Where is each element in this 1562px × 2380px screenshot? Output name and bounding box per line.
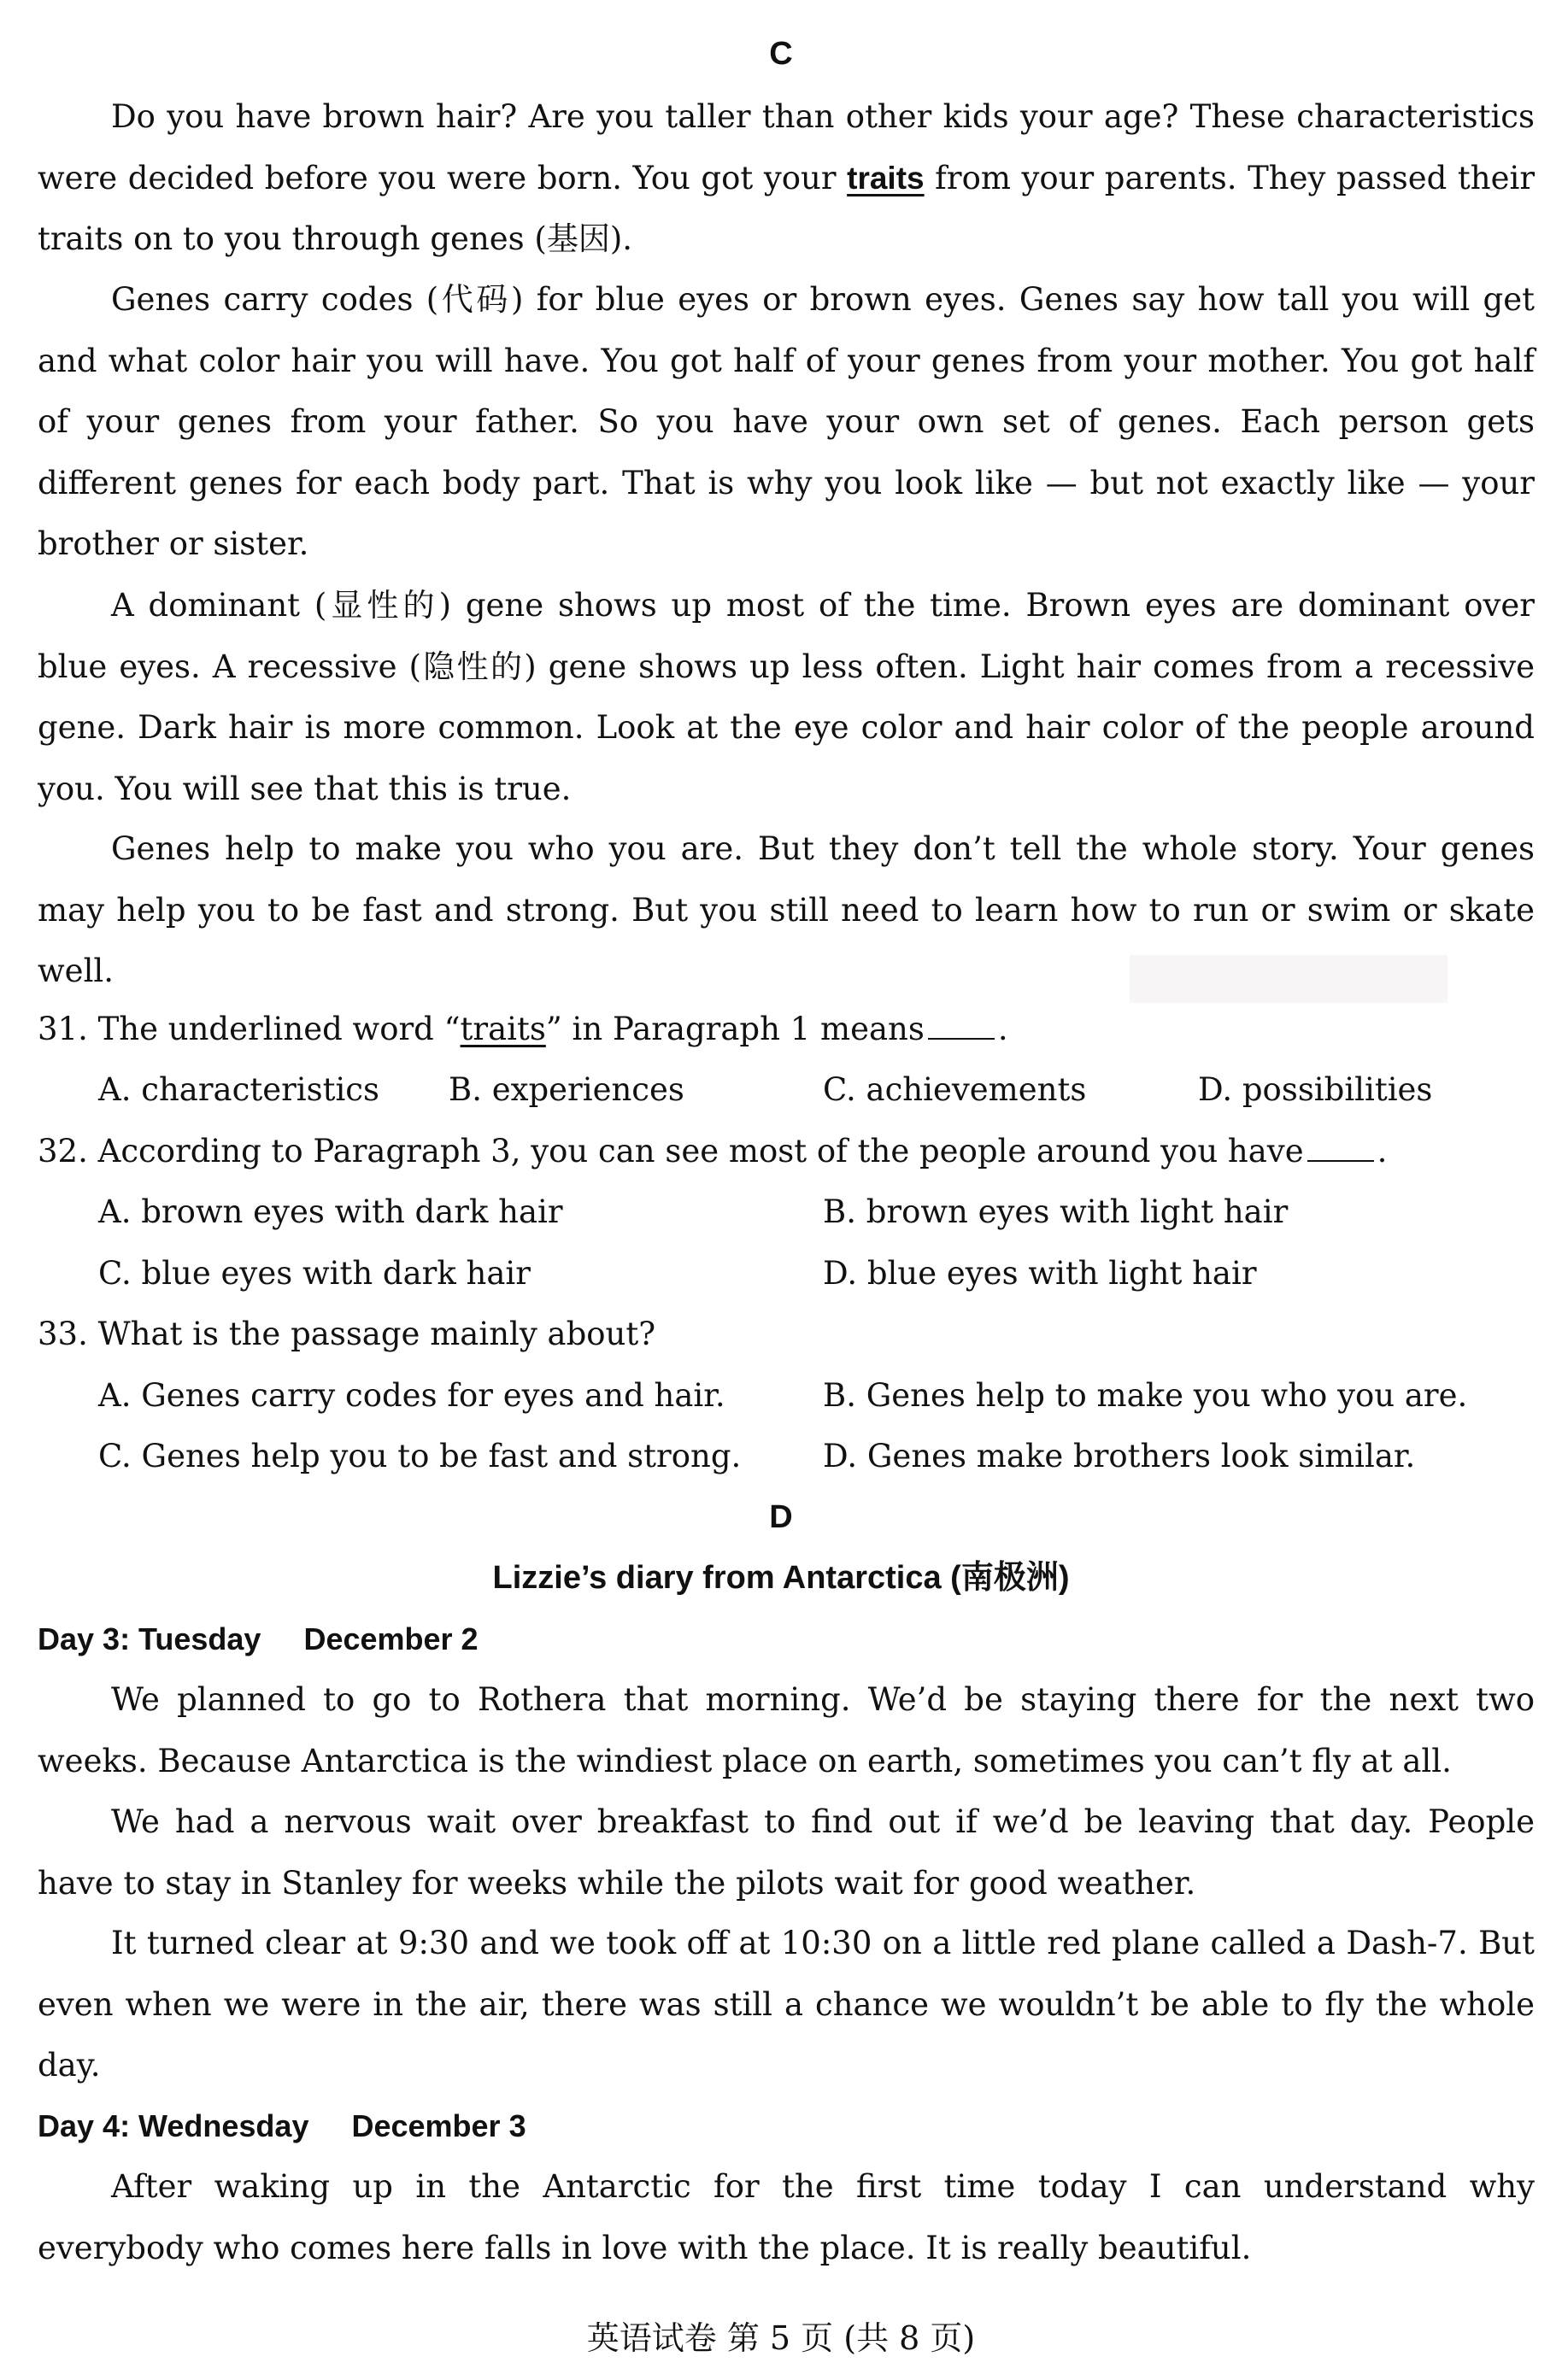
question-33-stem: 33. What is the passage mainly about? <box>38 1316 656 1352</box>
paragraph-1-text-start: Do you have brown hair? Are you taller than other kids your age? These characteristics were decided before you were born. You got your <box>38 98 1535 196</box>
question-31-option-d: D. possibilities <box>1198 1071 1433 1108</box>
diary-day-3-paragraph-1: We planned to go to Rothera that morning. We’d be staying there for the next two weeks. Because Antarctica is the windiest place on earth, sometimes you can’t fly at all. <box>38 1681 1535 1779</box>
question-33-option-d: D. Genes make brothers look similar. <box>823 1438 1416 1474</box>
question-32-period: . <box>1377 1133 1388 1169</box>
question-31-term: traits <box>460 1011 546 1047</box>
question-33-option-c: C. Genes help you to be fast and strong. <box>98 1438 742 1474</box>
question-31-stem <box>38 1008 1541 1051</box>
question-31-option-b: B. experiences <box>449 1071 684 1108</box>
section-c-heading: C <box>769 36 793 72</box>
question-32-option-c: C. blue eyes with dark hair <box>98 1255 531 1292</box>
passage-c-paragraph-1 <box>38 86 1535 270</box>
answer-blank <box>1307 1131 1374 1162</box>
question-33-option-b: B. Genes help to make you who you are. <box>823 1377 1468 1414</box>
question-32-option-a: A. brown eyes with dark hair <box>98 1193 563 1230</box>
diary-title: Lizzie’s diary from Antarctica (南极洲) <box>492 1560 1070 1596</box>
diary-day-4-heading: Day 4: Wednesday December 3 <box>38 2108 526 2143</box>
section-d-heading: D <box>769 1499 793 1535</box>
diary-day-3-paragraph-3: It turned clear at 9:30 and we took off at 10:30 on a little red plane called a Dash-7. But even when we were in the air, there was still a chance we wouldn’t be able to fly the whole day. <box>38 1925 1535 2084</box>
question-31-period: . <box>997 1011 1008 1047</box>
passage-c-paragraph-4: Genes help to make you who you are. But they don’t tell the whole story. Your genes may help you to be fast and strong. But you still need to learn how to run or swim or skate well. <box>38 830 1535 989</box>
passage-c-paragraph-2: Genes carry codes (代码) for blue eyes or brown eyes. Genes say how tall you will get and what color hair you will have. You got half of your genes from your mother. You got half of your genes from your father. So you have your own set of genes. Each person gets different genes for each body part. That is why you look like — but not exactly like — your brother or sister. <box>38 281 1535 562</box>
question-32-stem <box>38 1130 1541 1173</box>
question-31-option-a: A. characteristics <box>98 1071 380 1108</box>
diary-day-3-paragraph-2: We had a nervous wait over breakfast to find out if we’d be leaving that day. People have to stay in Stanley for weeks while the pilots wait for good weather. <box>38 1803 1535 1902</box>
question-31-text-start: 31. The underlined word “ <box>38 1011 461 1047</box>
diary-day-3-heading: Day 3: Tuesday December 2 <box>38 1621 479 1656</box>
answer-blank <box>928 1009 995 1040</box>
underlined-word-traits: traits <box>847 160 925 196</box>
question-32-option-d: D. blue eyes with light hair <box>823 1255 1257 1292</box>
passage-c-paragraph-3: A dominant (显性的) gene shows up most of the time. Brown eyes are dominant over blue eyes. A recessive (隐性的) gene shows up less often. Light hair comes from a recessive gene. Dark hair is more common. Look at the eye color and hair color of the people around you. You will see that this is true. <box>38 587 1535 807</box>
question-32-option-b: B. brown eyes with light hair <box>823 1193 1289 1230</box>
paragraph-1-text-end: from your parents. They passed their traits on to you through genes (基因). <box>38 159 1536 257</box>
page-footer: 英语试卷 第 5 页 (共 8 页) <box>586 2319 976 2357</box>
question-33-option-a: A. Genes carry codes for eyes and hair. <box>98 1377 725 1414</box>
diary-day-4-paragraph-1: After waking up in the Antarctic for the first time today I can understand why everybody who comes here falls in love with the place. It is really beautiful. <box>38 2168 1535 2266</box>
question-31-option-c: C. achievements <box>823 1071 1087 1108</box>
question-31-text-end: ” in Paragraph 1 means <box>545 1011 925 1047</box>
question-32-text: 32. According to Paragraph 3, you can see most of the people around you have <box>38 1133 1304 1169</box>
